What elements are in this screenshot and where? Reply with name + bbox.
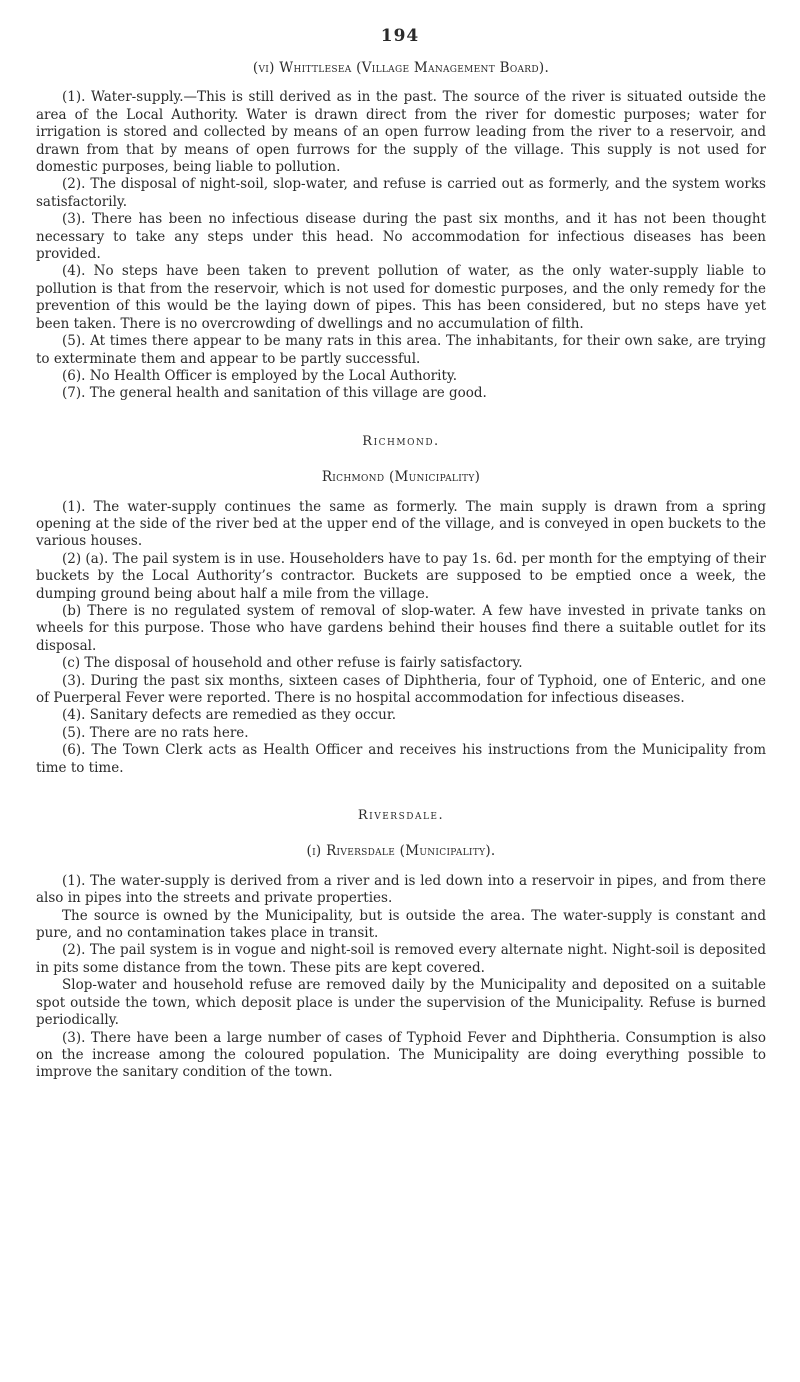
paragraph: (c) The disposal of household and other refuse is fairly satisfactory.	[62, 655, 523, 672]
paragraph: (7). The general health and sanitation of this village are good.	[62, 385, 487, 402]
paragraph: (2). The disposal of night-soil, slop-water, and refuse is carried out as formerly, and the system works satisfactorily.	[36, 176, 766, 210]
paragraph: Slop-water and household refuse are removed daily by the Municipality and deposited on a suitable spot outside the town, which deposit place is under the supervision of the Municipality. Refuse is burned periodically.	[36, 977, 766, 1029]
paragraph: (6). The Town Clerk acts as Health Officer and receives his instructions from the Municipality from time to time.	[36, 742, 766, 776]
paragraph: (2). The pail system is in vogue and night-soil is removed every alternate night. Night-soil is deposited in pits some distance from the town. These pits are kept covered.	[36, 942, 766, 976]
paragraph: (6). No Health Officer is employed by the Local Authority.	[62, 367, 457, 384]
paragraph: (1). The water-supply is derived from a river and is led down into a reservoir in pipes, and from there also in pipes into the streets and private properties.	[36, 872, 766, 907]
paragraph: (4). Sanitary defects are remedied as they occur.	[62, 707, 397, 724]
paragraph: (1). Water-supply.—This is still derived as in the past. The source of the river is situated outside the area of the Local Authority. Water is drawn direct from the river for domestic purposes; water for irrigation is stored and collected by means of an open furrow leading from the river to a reservoir, and drawn from that by means of open furrows for the supply of the village. This supply is not used for domestic purposes, being liable to pollution.	[36, 89, 766, 176]
paragraph: The source is owned by the Municipality, but is outside the area. The water-supply is constant and pure, and no contamination takes place in transit.	[36, 907, 766, 942]
section-title: Richmond (Municipality)	[321, 469, 481, 486]
section-title: (i) Riversdale (Municipality).	[306, 843, 496, 860]
section-richmond	[36, 433, 766, 777]
district-heading: Riversdale.	[357, 808, 445, 824]
paragraph: (5). At times there appear to be many rats in this area. The inhabitants, for their own sake, are trying to exterminate them and appear to be partly successful.	[36, 333, 766, 367]
section-title: (vi) Whittlesea (Village Management Board).	[252, 60, 550, 76]
district-heading: Richmond.	[362, 433, 440, 449]
paragraph: (3). During the past six months, sixteen cases of Diphtheria, four of Typhoid, one of Enteric, and one of Puerperal Fever were reported. There is no hospital accommodation for infectious diseases.	[36, 672, 766, 706]
page-body	[36, 60, 766, 1082]
section-whittlesea	[36, 60, 766, 403]
paragraph: (3). There have been a large number of cases of Typhoid Fever and Diphtheria. Consumption is also on the increase among the coloured population. The Municipality are doing everything possible to improve the sanitary condition of the town.	[36, 1029, 766, 1081]
paragraph: (2) (a). The pail system is in use. Householders have to pay 1s. 6d. per month for the emptying of their buckets by the Local Authority’s contractor. Buckets are supposed to be emptied once a week, the dumping ground being about half a mile from the village.	[36, 550, 766, 602]
paragraph: (1). The water-supply continues the same as formerly. The main supply is drawn from a spring opening at the side of the river bed at the upper end of the village, and is conveyed in open buckets to the various houses.	[36, 498, 766, 550]
paragraph: (b) There is no regulated system of removal of slop-water. A few have invested in private tanks on wheels for this purpose. Those who have gardens behind their houses find there a suitable outlet for its disposal.	[36, 602, 766, 654]
paragraph: (3). There has been no infectious disease during the past six months, and it has not been thought necessary to take any steps under this head. No accommodation for infectious diseases has been provided.	[36, 211, 766, 263]
page-number: 194	[380, 26, 420, 46]
paragraph: (5). There are no rats here.	[62, 724, 249, 741]
paragraph: (4). No steps have been taken to prevent pollution of water, as the only water-supply liable to pollution is that from the reservoir, which is not used for domestic purposes, and the only remedy for the prevention of this would be the laying down of pipes. This has been considered, but no steps have yet been taken. There is no overcrowding of dwellings and no accumulation of filth.	[36, 263, 766, 332]
section-riversdale	[36, 807, 766, 1082]
